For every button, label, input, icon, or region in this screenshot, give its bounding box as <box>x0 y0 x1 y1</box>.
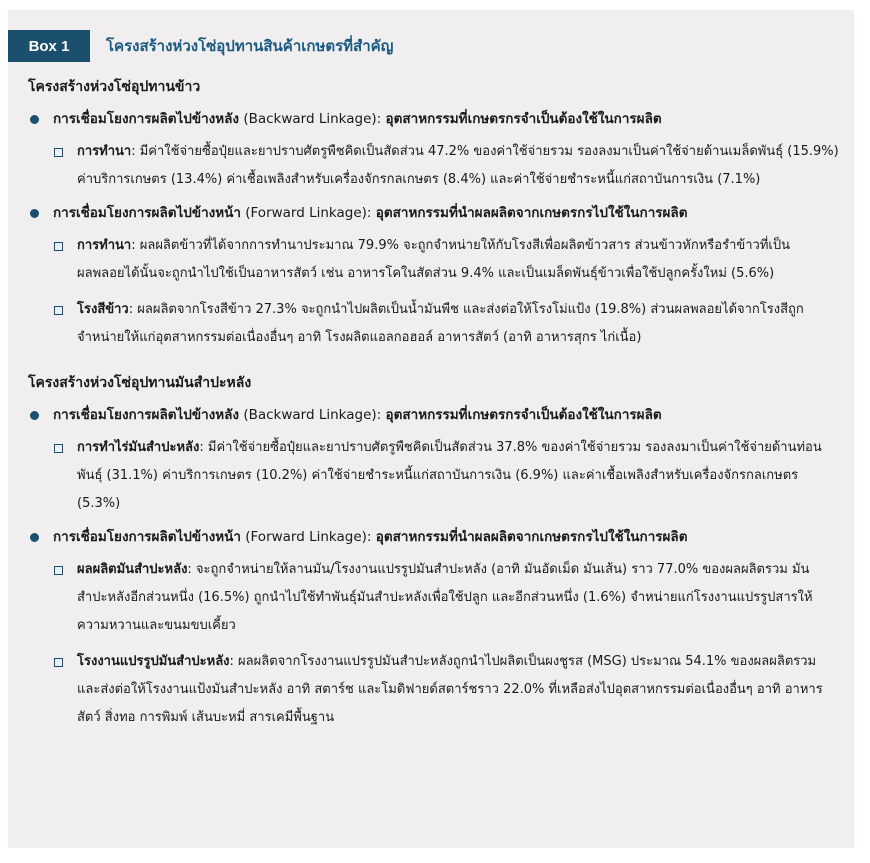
bullet-dot-icon <box>30 533 39 542</box>
item-text: : ผลผลิตจากโรงสีข้าว 27.3% จะถูกนำไปผลิตเป็นน้ำมันพืช และส่งต่อให้โรงโม่แป้ง (19.8%) ส่วนผลพลอยได้จากโรงสีถูกจำหน่ายให้แก่อุตสาหกรรมต่อเนื่องอื่นๆ อาทิ โรงผลิตแอลกอฮอล์ อาหารสัตว์ (อาทิ อาหารสุกร ไก่เนื้อ) <box>77 302 804 345</box>
box-label: Box 1 <box>8 30 90 62</box>
bullet-square-icon <box>54 148 63 157</box>
heading-plain: (Backward Linkage): <box>239 407 386 423</box>
group-heading <box>28 404 840 426</box>
item-label: การทำนา <box>77 144 132 159</box>
item-text: : จะถูกจำหน่ายให้ลานมัน/โรงงานแปรรูปมันสำปะหลัง (อาทิ มันอัดเม็ด มันเส้น) ราว 77.0% ของผลผลิตรวม มันสำปะหลังอีกส่วนหนึ่ง (16.5%) ถูกนำไปใช้ทำพันธุ์มันสำปะหลังเพื่อใช้ปลูก และอีกส่วนหนึ่ง (1.6%) จำหน่ายแก่โรงงานแปรรูปสารให้ความหวานและขนมขบเคี้ยว <box>77 562 813 633</box>
item-text: : มีค่าใช้จ่ายซื้อปุ๋ยและยาปราบศัตรูพืชคิดเป็นสัดส่วน 37.8% ของค่าใช้จ่ายรวม รองลงมาเป็นค่าใช้จ่ายด้านท่อนพันธุ์ (31.1%) ค่าบริการเกษตร (10.2%) ค่าใช้จ่ายชำระหนี้แก่สถาบันการเงิน (6.9%) และค่าเชื้อเพลิงสำหรับเครื่องจักรกลเกษตร (5.3%) <box>77 440 822 511</box>
group-heading <box>28 202 840 224</box>
heading-plain: (Backward Linkage): <box>239 111 386 127</box>
item-text: : ผลผลิตข้าวที่ได้จากการทำนาประมาณ 79.9% จะถูกจำหน่ายให้กับโรงสีเพื่อผลิตข้าวสาร ส่วนข้าวหักหรือรำข้าวที่เป็นผลพลอยได้นั้นจะถูกนำไปใช้เป็นอาหารสัตว์ เช่น อาหารโคในสัดส่วน 9.4% และเป็นเมล็ดพันธุ์ข้าวเพื่อใช้ปลูกครั้งใหม่ (5.6%) <box>77 238 791 281</box>
heading-plain: (Forward Linkage): <box>240 529 376 545</box>
section-title-cassava: โครงสร้างห่วงโซ่อุปทานมันสำปะหลัง <box>28 375 252 391</box>
item-label: การทำนา <box>77 238 132 253</box>
bullet-dot-icon <box>30 209 39 218</box>
heading-bold: การเชื่อมโยงการผลิตไปข้างหน้า <box>53 529 241 545</box>
list-item <box>54 232 840 288</box>
item-label: โรงงานแปรรูปมันสำปะหลัง <box>77 654 230 669</box>
bullet-square-icon <box>54 306 63 315</box>
heading-bold-2: อุตสาหกรรมที่นำผลผลิตจากเกษตรกรไปใช้ในการผลิต <box>375 205 688 221</box>
group-heading <box>28 526 840 548</box>
heading-plain: (Forward Linkage): <box>240 205 376 221</box>
list-item <box>54 138 840 194</box>
item-text: : ผลผลิตจากโรงงานแปรรูปมันสำปะหลังถูกนำไปผลิตเป็นผงชูรส (MSG) ประมาณ 54.1% ของผลผลิตรวม และส่งต่อให้โรงงานแป้งมันสำปะหลัง อาทิ สตาร์ช และโมดิฟายด์สตาร์ชราว 22.0% ที่เหลือส่งไปอุตสาหกรรมต่อเนื่องอื่นๆ อาทิ อาหารสัตว์ สิ่งทอ การพิมพ์ เส้นบะหมี่ สารเคมีพื้นฐาน <box>77 654 823 725</box>
item-label: การทำไร่มันสำปะหลัง <box>77 440 200 455</box>
item-label: โรงสีข้าว <box>77 302 129 317</box>
bullet-square-icon <box>54 444 63 453</box>
bullet-dot-icon <box>30 411 39 420</box>
bullet-square-icon <box>54 658 63 667</box>
list-item <box>54 296 840 352</box>
bullet-dot-icon <box>30 115 39 124</box>
section-title-rice: โครงสร้างห่วงโซ่อุปทานข้าว <box>28 79 201 95</box>
item-text: : มีค่าใช้จ่ายซื้อปุ๋ยและยาปราบศัตรูพืชคิดเป็นสัดส่วน 47.2% ของค่าใช้จ่ายรวม รองลงมาเป็นค่าใช้จ่ายด้านเมล็ดพันธุ์ (15.9%) ค่าบริการเกษตร (13.4%) ค่าเชื้อเพลิงสำหรับเครื่องจักรกลเกษตร (8.4%) และค่าใช้จ่ายชำระหนี้แก่สถาบันการเงิน (7.1%) <box>77 144 839 187</box>
heading-bold: การเชื่อมโยงการผลิตไปข้างหลัง <box>53 111 240 127</box>
box-content <box>28 76 840 740</box>
list-item <box>54 434 840 518</box>
heading-bold-2: อุตสาหกรรมที่เกษตรกรจำเป็นต้องใช้ในการผลิต <box>385 407 662 423</box>
bullet-square-icon <box>54 566 63 575</box>
heading-bold-2: อุตสาหกรรมที่นำผลผลิตจากเกษตรกรไปใช้ในการผลิต <box>375 529 688 545</box>
list-item <box>54 648 840 732</box>
box-header <box>8 30 393 62</box>
box-title: โครงสร้างห่วงโซ่อุปทานสินค้าเกษตรที่สำคัญ <box>106 37 394 55</box>
heading-bold-2: อุตสาหกรรมที่เกษตรกรจำเป็นต้องใช้ในการผลิต <box>385 111 662 127</box>
heading-bold: การเชื่อมโยงการผลิตไปข้างหลัง <box>53 407 240 423</box>
group-heading <box>28 108 840 130</box>
item-label: ผลผลิตมันสำปะหลัง <box>77 562 188 577</box>
heading-bold: การเชื่อมโยงการผลิตไปข้างหน้า <box>53 205 241 221</box>
list-item <box>54 556 840 640</box>
bullet-square-icon <box>54 242 63 251</box>
